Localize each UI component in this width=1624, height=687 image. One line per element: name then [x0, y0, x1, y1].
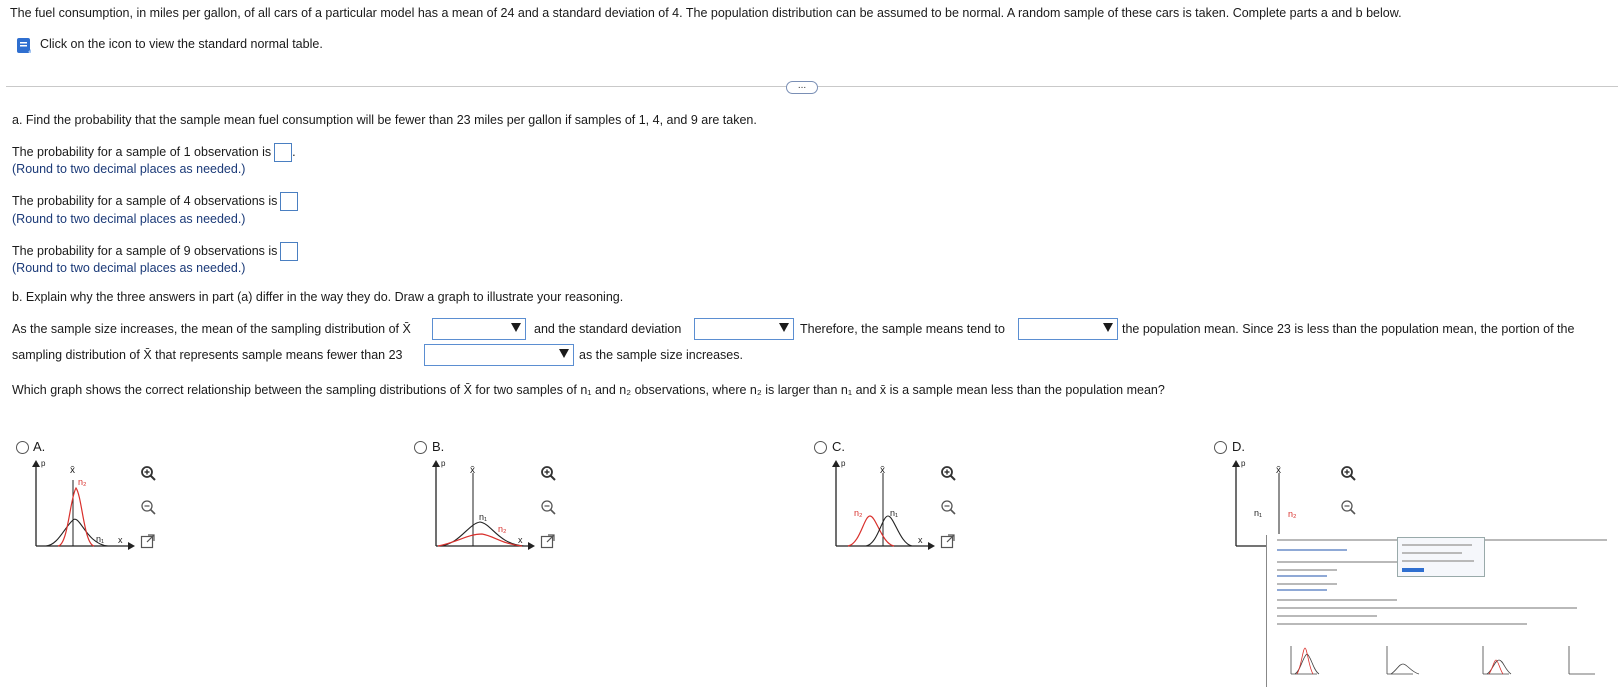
- expand-button[interactable]: ...: [786, 81, 818, 94]
- thumbnail-line: [1277, 623, 1527, 625]
- thumbnail-line: [1277, 589, 1327, 591]
- option-b-axis-y: p: [441, 459, 446, 468]
- zoom-in-icon[interactable]: [140, 465, 156, 481]
- option-b-xbar: x̄: [470, 465, 475, 476]
- rounding-hint-1: (Round to two decimal places as needed.): [12, 162, 246, 176]
- sentence-part-6: as the sample size increases.: [579, 348, 743, 362]
- book-icon[interactable]: [16, 37, 32, 54]
- zoom-in-icon[interactable]: [940, 465, 956, 481]
- thumbnail-line: [1277, 561, 1417, 563]
- thumbnail-line: [1277, 569, 1337, 571]
- mean-dropdown[interactable]: [432, 318, 526, 340]
- option-c-n1: n₁: [890, 508, 899, 518]
- sentence-part-5: sampling distribution of X̄ that represents sample means fewer than 23: [12, 348, 403, 362]
- zoom-out-icon[interactable]: [940, 499, 956, 515]
- answer-label-2: The probability for a sample of 4 observations is: [12, 193, 278, 208]
- zoom-out-icon[interactable]: [540, 499, 556, 515]
- option-a-letter: A.: [33, 439, 46, 454]
- option-a-xbar: x̄: [70, 465, 75, 476]
- option-a-n2: n₂: [78, 477, 87, 487]
- sentence-part-4: the population mean. Since 23 is less than the population mean, the portion of the: [1122, 322, 1575, 336]
- thumbnail-line: [1277, 599, 1397, 601]
- option-c-radio[interactable]: [814, 441, 827, 454]
- open-new-window-icon[interactable]: [940, 533, 956, 549]
- thumbnail-line: [1277, 575, 1327, 577]
- tend-to-dropdown[interactable]: [1018, 318, 1118, 340]
- zoom-out-icon[interactable]: [1340, 499, 1356, 515]
- option-d-letter: D.: [1232, 439, 1245, 454]
- part-b-question: b. Explain why the three answers in part (a) differ in the way they do. Draw a graph to illustrate your reasoning.: [12, 290, 624, 304]
- option-d-n1: n₁: [1254, 508, 1263, 518]
- option-c-letter: C.: [832, 439, 845, 454]
- chevron-down-icon: [511, 323, 521, 332]
- thumbnail-line: [1277, 607, 1577, 609]
- open-new-window-icon[interactable]: [140, 533, 156, 549]
- answer-label-3: The probability for a sample of 9 observations is: [12, 243, 278, 258]
- option-c-axis-x: x: [918, 535, 923, 545]
- option-b-axis-x: x: [518, 535, 523, 545]
- thumbnail-line: [1277, 549, 1347, 551]
- thumbnail-line: [1402, 544, 1472, 546]
- answer-label-1: The probability for a sample of 1 observation is: [12, 144, 272, 159]
- thumbnail-button: [1402, 568, 1424, 572]
- answer-input-3[interactable]: [280, 242, 298, 261]
- part-a-question: a. Find the probability that the sample mean fuel consumption will be fewer than 23 miles per gallon if samples of 1, 4, and 9 are taken.: [12, 113, 757, 127]
- graph-question: Which graph shows the correct relationship between the sampling distributions of X̄ for two samples of n₁ and n₂ observations, where n₂ is larger than n₁ and x̄ is a sample mean less than the population mean?: [12, 383, 1165, 397]
- period: .: [292, 144, 296, 159]
- std-dev-dropdown[interactable]: [694, 318, 794, 340]
- option-b-n1: n₁: [479, 512, 488, 522]
- problem-statement: The fuel consumption, in miles per gallon, of all cars of a particular model has a mean of 24 and a standard deviation of 4. The population distribution can be assumed to be normal. A random sample of these cars is taken. Complete parts a and b below.: [10, 6, 1402, 20]
- option-b-letter: B.: [432, 439, 445, 454]
- thumbnail-graphs: [1287, 640, 1607, 680]
- chevron-down-icon: [559, 349, 569, 358]
- option-d-n2: n₂: [1288, 509, 1297, 519]
- option-a-graph[interactable]: [28, 458, 138, 554]
- sentence-part-1: As the sample size increases, the mean of the sampling distribution of X̄: [12, 322, 411, 336]
- answer-row-2: [12, 192, 298, 211]
- thumbnail-popup: [1397, 537, 1485, 577]
- option-c-graph[interactable]: [828, 458, 938, 554]
- answer-input-2[interactable]: [280, 192, 298, 211]
- thumbnail-line: [1277, 615, 1377, 617]
- rounding-hint-2: (Round to two decimal places as needed.): [12, 212, 246, 226]
- open-new-window-icon[interactable]: [540, 533, 556, 549]
- option-a-n1: n₁: [96, 534, 105, 544]
- option-a-axis-x: x: [118, 535, 123, 545]
- thumbnail-line: [1277, 583, 1337, 585]
- option-c-n2: n₂: [854, 508, 863, 518]
- thumbnail-line: [1402, 552, 1462, 554]
- answer-row-3: [12, 242, 298, 261]
- option-c-axis-y: p: [841, 459, 846, 468]
- answer-row-1: [12, 143, 296, 162]
- zoom-in-icon[interactable]: [1340, 465, 1356, 481]
- option-d-radio[interactable]: [1214, 441, 1227, 454]
- chevron-down-icon: [779, 323, 789, 332]
- sentence-part-3: Therefore, the sample means tend to: [800, 322, 1005, 336]
- zoom-in-icon[interactable]: [540, 465, 556, 481]
- portion-dropdown[interactable]: [424, 344, 574, 366]
- option-b-n2: n₂: [498, 524, 507, 534]
- page-thumbnail-overlay: [1266, 535, 1624, 687]
- option-a-radio[interactable]: [16, 441, 29, 454]
- normal-table-link-text[interactable]: Click on the icon to view the standard normal table.: [40, 37, 323, 51]
- option-b-graph[interactable]: [428, 458, 538, 554]
- thumbnail-line: [1402, 560, 1474, 562]
- rounding-hint-3: (Round to two decimal places as needed.): [12, 261, 246, 275]
- option-c-xbar: x̄: [880, 465, 885, 476]
- option-a-axis-y: p: [41, 459, 46, 468]
- answer-input-1[interactable]: [274, 143, 292, 162]
- chevron-down-icon: [1103, 323, 1113, 332]
- option-d-axis-y: p: [1241, 459, 1246, 468]
- option-d-xbar: x̄: [1276, 465, 1281, 476]
- sentence-part-2: and the standard deviation: [534, 322, 682, 336]
- zoom-out-icon[interactable]: [140, 499, 156, 515]
- option-b-radio[interactable]: [414, 441, 427, 454]
